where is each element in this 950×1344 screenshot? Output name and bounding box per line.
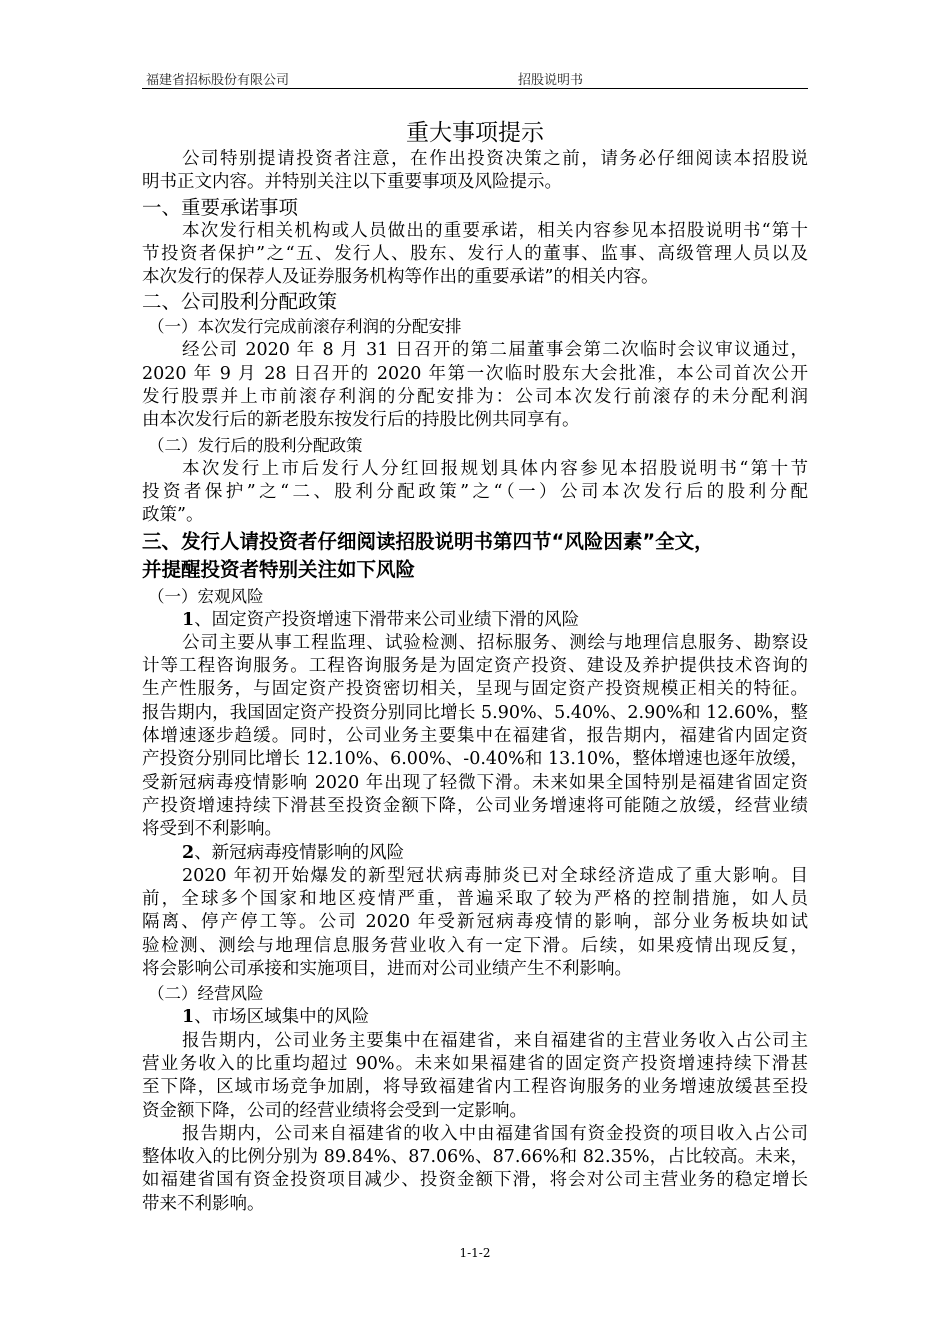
section-heading: 二、公司股利分配政策 xyxy=(142,290,338,314)
paragraph-line: 体增速逐步趋缓。同时，公司业务主要集中在福建省，报告期内，福建省内固定资 xyxy=(142,726,808,747)
paragraph-line: 2020 年 9 月 28 日召开的 2020 年第一次临时股东大会批准，本公司首次公开 xyxy=(142,363,808,384)
paragraph-line: 资金额下降，公司的经营业绩将会受到一定影响。 xyxy=(142,1100,527,1121)
subsection-heading: （一）宏观风险 xyxy=(148,586,264,606)
numbered-item-title xyxy=(142,609,808,632)
paragraph-line: 明书正文内容。并特别关注以下重要事项及风险提示。 xyxy=(142,172,562,193)
paragraph-line: 产投资分别同比增长 12.10%、6.00%、-0.40%和 13.10%，整体增速也逐年放缓， xyxy=(142,749,808,770)
page-title: 重大事项提示 xyxy=(406,120,544,146)
section-heading-line: 并提醒投资者特别关注如下风险 xyxy=(142,557,416,581)
paragraph-line: 验检测、测绘与地理信息服务营业收入有一定下滑。后续，如果疫情出现反复， xyxy=(142,935,808,956)
item-title: 、固定资产投资增速下滑带来公司业绩下滑的风险 xyxy=(194,609,580,630)
paragraph-line: 报告期内，公司来自福建省的收入中由福建省国有资金投资的项目收入占公司 xyxy=(182,1123,808,1144)
paragraph-line: 产投资增速持续下滑甚至投资金额下降，公司业务增速将可能随之放缓，经营业绩 xyxy=(142,795,808,816)
paragraph-line: 本次发行的保荐人及证券服务机构等作出的重要承诺”的相关内容。 xyxy=(142,267,659,288)
page-header xyxy=(142,66,808,89)
item-number: 1 xyxy=(182,1007,195,1028)
paragraph-line: 经公司 2020 年 8 月 31 日召开的第二届董事会第二次临时会议审议通过， xyxy=(182,340,808,361)
subsection-heading: （二）经营风险 xyxy=(148,984,264,1004)
document-body xyxy=(142,118,808,1216)
numbered-item-title xyxy=(142,842,808,865)
paragraph-line: 节投资者保护”之“五、发行人、股东、发行人的董事、监事、高级管理人员以及 xyxy=(142,243,808,264)
paragraph-line: 至下降，区域市场竞争加剧，将导致福建省内工程咨询服务的业务增速放缓甚至投 xyxy=(142,1077,808,1098)
paragraph-line: 2020 年初开始爆发的新型冠状病毒肺炎已对全球经济造成了重大影响。目 xyxy=(182,865,808,886)
paragraph-line: 报告期内，我国固定资产投资分别同比增长 5.90%、5.40%、2.90%和 12.60%，整 xyxy=(142,702,808,723)
numbered-item-title xyxy=(142,1006,808,1029)
paragraph-line: 政策”。 xyxy=(142,505,204,526)
paragraph-line: 隔离、停产停工等。公司 2020 年受新冠病毒疫情的影响，部分业务板块如试 xyxy=(142,912,808,933)
header-company: 福建省招标股份有限公司 xyxy=(146,73,290,88)
paragraph-line: 本次发行相关机构或人员做出的重要承诺，相关内容参见本招股说明书“第十 xyxy=(182,220,808,241)
paragraph-line: 将会影响公司承接和实施项目，进而对公司业绩产生不利影响。 xyxy=(142,959,632,980)
paragraph-line: 生产性服务，与固定资产投资密切相关，呈现与固定资产投资规模正相关的特征。 xyxy=(142,679,808,700)
paragraph-line: 本次发行上市后发行人分红回报规划具体内容参见本招股说明书“第十节 xyxy=(182,458,808,479)
header-doc-title: 招股说明书 xyxy=(518,73,584,88)
subsection-heading: （二）发行后的股利分配政策 xyxy=(148,435,363,455)
subsection-heading: （一）本次发行完成前滚存利润的分配安排 xyxy=(148,317,462,337)
item-number: 2 xyxy=(182,842,195,863)
paragraph-line: 将受到不利影响。 xyxy=(142,819,282,840)
paragraph-line: 投资者保护”之“二、股利分配政策”之“（一）公司本次发行后的股利分配 xyxy=(142,481,808,502)
section-heading: 一、重要承诺事项 xyxy=(142,195,299,219)
paragraph-line: 计等工程咨询服务。工程咨询服务是为固定资产投资、建设及养护提供技术咨询的 xyxy=(142,656,808,677)
item-number: 1 xyxy=(182,609,195,630)
paragraph-line: 如福建省国有资金投资项目减少、投资金额下滑，将会对公司主营业务的稳定增长 xyxy=(142,1170,808,1191)
section-heading-line: 三、发行人请投资者仔细阅读招股说明书第四节“风险因素”全文， xyxy=(142,529,714,553)
paragraph-line: 营业务收入的比重均超过 90%。未来如果福建省的固定资产投资增速持续下滑甚 xyxy=(142,1053,808,1074)
page-number: 1-1-2 xyxy=(459,1246,491,1260)
paragraph-line: 发行股票并上市前滚存利润的分配安排为：公司本次发行前滚存的未分配利润 xyxy=(142,387,808,408)
paragraph-line: 整体收入的比例分别为 89.84%、87.06%、87.66%和 82.35%，占比较高。未来， xyxy=(142,1147,808,1168)
paragraph-line: 报告期内，公司业务主要集中在福建省，来自福建省的主营业务收入占公司主 xyxy=(182,1030,808,1051)
paragraph-line: 公司主要从事工程监理、试验检测、招标服务、测绘与地理信息服务、勘察设 xyxy=(182,632,808,653)
paragraph-line: 由本次发行后的新老股东按发行后的持股比例共同享有。 xyxy=(142,410,580,431)
item-title: 、市场区域集中的风险 xyxy=(194,1007,370,1028)
paragraph-line: 公司特别提请投资者注意，在作出投资决策之前，请务必仔细阅读本招股说 xyxy=(182,149,808,169)
item-title: 、新冠病毒疫情影响的风险 xyxy=(194,842,405,863)
paragraph-line: 受新冠病毒疫情影响 2020 年出现了轻微下滑。未来如果全国特别是福建省固定资 xyxy=(142,772,808,793)
paragraph-line: 前，全球多个国家和地区疫情严重，普遍采取了较为严格的控制措施，如人员 xyxy=(142,889,808,910)
paragraph-line: 带来不利影响。 xyxy=(142,1193,265,1214)
